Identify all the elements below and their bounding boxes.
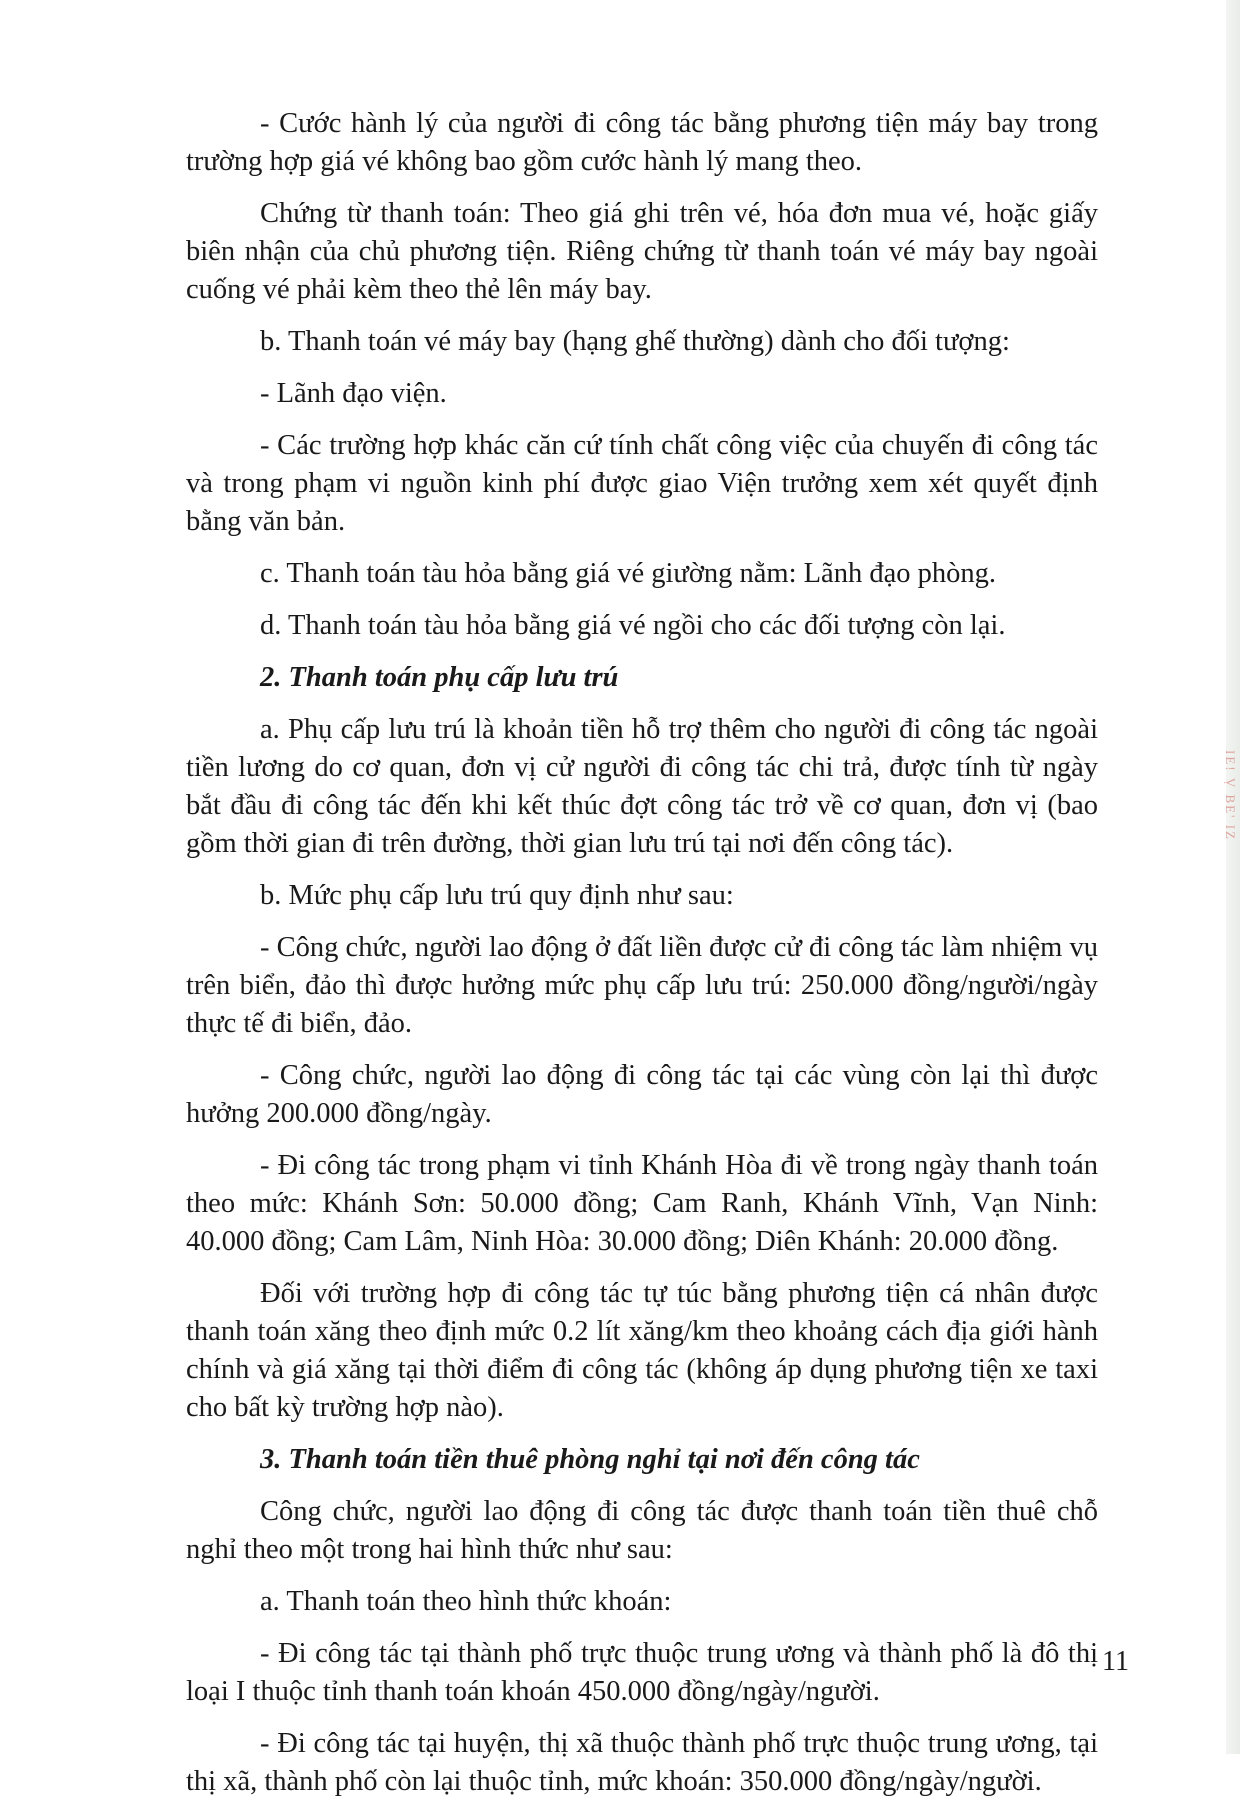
paragraph-city-rate: - Đi công tác tại thành phố trực thuộc trung ương và thành phố là đô thị loại I thuộc tỉnh thanh toán khoán 450.000 đồng/ngày/người. (186, 1638, 1098, 1707)
paragraph-allowance-definition: a. Phụ cấp lưu trú là khoản tiền hỗ trợ thêm cho người đi công tác ngoài tiền lương do cơ quan, đơn vị cử người đi công tác chi trả, được tính từ ngày bắt đầu đi công tác đến khi kết thúc đợt công tác trở về cơ quan, đơn vị (bao gồm thời gian đi trên đường, thời gian lưu trú tại nơi đến công tác). (186, 714, 1098, 859)
margin-stamp: IE! Ṿ BE' IZ (1223, 750, 1238, 841)
document-body (186, 105, 1098, 1815)
paragraph-fuel-reimbursement: Đối với trường hợp đi công tác tự túc bằng phương tiện cá nhân được thanh toán xăng theo định mức 0.2 lít xăng/km theo khoảng cách địa giới hành chính và giá xăng tại thời điểm đi công tác (không áp dụng phương tiện xe taxi cho bất kỳ trường hợp nào). (186, 1278, 1098, 1423)
paragraph-allowance-rates: b. Mức phụ cấp lưu trú quy định như sau: (260, 880, 734, 911)
paragraph-payment-documents: Chứng từ thanh toán: Theo giá ghi trên vé, hóa đơn mua vé, hoặc giấy biên nhận của chủ phương tiện. Riêng chứng từ thanh toán vé máy bay ngoài cuống vé phải kèm theo thẻ lên máy bay. (186, 198, 1098, 305)
paragraph-sleeper-train: c. Thanh toán tàu hỏa bằng giá vé giường nằm: Lãnh đạo phòng. (260, 558, 996, 589)
paragraph-baggage-fee: - Cước hành lý của người đi công tác bằng phương tiện máy bay trong trường hợp giá vé không bao gồm cước hành lý mang theo. (186, 108, 1098, 177)
section-heading-allowance: 2. Thanh toán phụ cấp lưu trú (260, 662, 619, 693)
paragraph-district-rate: - Đi công tác tại huyện, thị xã thuộc thành phố trực thuộc trung ương, tại thị xã, thành phố còn lại thuộc tỉnh, mức khoán: 350.000 đồng/ngày/người. (186, 1728, 1098, 1797)
paragraph-accommodation-forms: Công chức, người lao động đi công tác được thanh toán tiền thuê chỗ nghỉ theo một trong hai hình thức như sau: (186, 1496, 1098, 1565)
paragraph-lump-sum: a. Thanh toán theo hình thức khoán: (260, 1586, 672, 1617)
paragraph-other-areas-allowance: - Công chức, người lao động đi công tác tại các vùng còn lại thì được hưởng 200.000 đồng/ngày. (186, 1060, 1098, 1129)
section-heading-accommodation: 3. Thanh toán tiền thuê phòng nghỉ tại nơi đến công tác (260, 1444, 920, 1475)
paragraph-khanh-hoa-rates: - Đi công tác trong phạm vi tỉnh Khánh Hòa đi về trong ngày thanh toán theo mức: Khánh Sơn: 50.000 đồng; Cam Ranh, Khánh Vĩnh, Vạn Ninh: 40.000 đồng; Cam Lâm, Ninh Hòa: 30.000 đồng; Diên Khánh: 20.000 đồng. (186, 1150, 1098, 1257)
page-number: 11 (1102, 1646, 1129, 1677)
paragraph-island-allowance: - Công chức, người lao động ở đất liền được cử đi công tác làm nhiệm vụ trên biển, đảo thì được hưởng mức phụ cấp lưu trú: 250.000 đồng/người/ngày thực tế đi biển, đảo. (186, 932, 1098, 1039)
paragraph-other-cases: - Các trường hợp khác căn cứ tính chất công việc của chuyến đi công tác và trong phạm vi nguồn kinh phí được giao Viện trưởng xem xét quyết định bằng văn bản. (186, 430, 1098, 537)
paragraph-airfare-eligibility: b. Thanh toán vé máy bay (hạng ghế thường) dành cho đối tượng: (260, 326, 1010, 357)
paragraph-seat-train: d. Thanh toán tàu hỏa bằng giá vé ngồi cho các đối tượng còn lại. (260, 610, 1006, 641)
paragraph-institute-leaders: - Lãnh đạo viện. (260, 378, 447, 409)
